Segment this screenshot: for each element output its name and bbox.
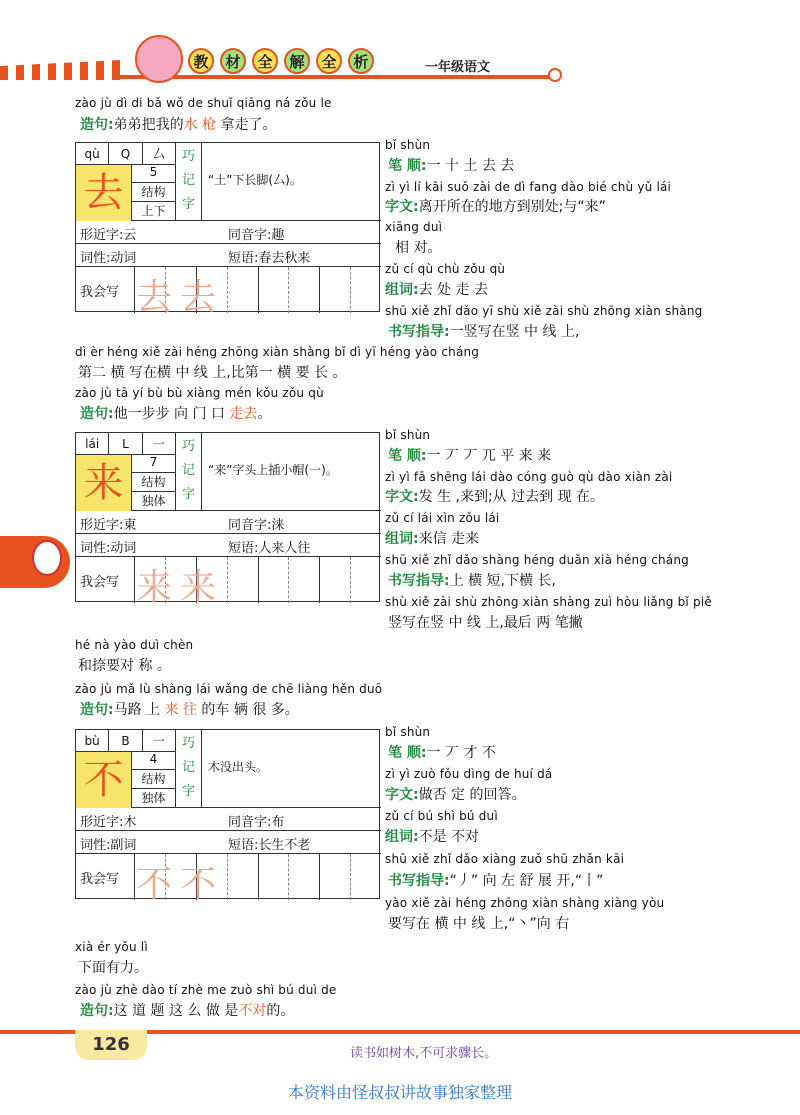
character-card-bu [75,729,380,905]
title-char: 解 [284,48,310,74]
structure-type: 独体 [132,492,176,511]
highlight-word: 来 往 [164,702,197,718]
char-letter: L [109,433,142,454]
meaning-label: 字文: [385,199,419,215]
meaning-value: 做否 定 的回答。 [418,787,526,803]
words-pinyin: zǔ cí qù chù zǒu qù [385,262,506,276]
character-card-lai [75,432,380,608]
writing-label: 我会写 [80,575,120,590]
sentence-pinyin: zào jù tā yí bù bù xiàng mén kǒu zǒu qù [75,386,324,400]
writing-practice [76,557,381,608]
memory-tip: “来”字头上插小帽(一)。 [208,463,338,477]
writing-practice [76,267,381,318]
mascot-icon [135,35,183,83]
sentence-text: 弟弟把我的 [113,117,184,133]
sentence-label: 造句: [80,406,114,422]
similar-row [76,808,381,831]
structure-type: 独体 [132,789,176,808]
writing-guide [388,570,556,590]
header-rule [120,75,560,79]
part-of-speech: 词性:副词 [80,838,137,853]
trace-characters: 去去 [136,277,225,318]
words-label: 组词: [385,829,419,845]
sentence-label: 造句: [80,1003,114,1019]
footer-motto: 读书如树木,不可求骤长。 [350,1046,498,1061]
memory-tip-label [176,143,202,221]
pinyin-cell [76,433,176,455]
header-decoration [0,60,120,80]
guide-value: 下面有力。 [78,960,148,976]
main-character: 来 [76,455,132,511]
sentence-pinyin: zào jù mǎ lù shàng lái wǎng de chē liàng hěn duō [75,682,383,696]
guide-value: 和捺要对 称 。 [78,658,171,674]
words-pinyin: zǔ cí lái xìn zǒu lái [385,511,500,525]
tip-char: 字 [181,487,195,502]
example-sentence [80,699,299,719]
stroke-order-label: 笔 顺: [388,448,427,464]
pos-row [76,244,381,267]
title-char: 析 [348,48,374,74]
meaning-pinyin: zì yì fā shēng lái dào cóng guò qù dào xiàn zài [385,470,673,484]
structure-label: 结构 [132,473,176,492]
tip-char: 记 [181,173,195,188]
sentence-text: 的车 辆 很 多。 [196,702,299,718]
words-label: 组词: [385,282,419,298]
char-pinyin: qù [76,143,109,164]
example-sentence [80,1000,294,1020]
guide-label: 书写指导: [388,873,450,889]
stroke-count: 5 [132,165,176,183]
phrase: 短语:长生不老 [228,838,311,853]
sentence-label: 造句: [80,702,114,718]
words [385,826,479,846]
guide-label: 书写指导: [388,324,450,340]
sentence-label: 造句: [80,117,114,133]
phrase: 短语:人来人往 [228,541,311,556]
sentence-pinyin: zào jù dì di bǎ wǒ de shuǐ qiāng ná zǒu le [75,96,332,110]
character-card-qu [75,142,380,318]
guide-value: 要写在 横 中 线 上,“丶”向 右 [388,916,570,932]
guide-pinyin: shū xiě zhǐ dǎo shàng héng duǎn xià héng cháng [385,553,689,567]
mascot-face-icon [32,540,62,576]
homophone: 同音字:布 [228,815,285,830]
sentence-pinyin: zào jù zhè dào tí zhè me zuò shì bú duì de [75,983,337,997]
stroke-order-label: 笔 顺: [388,745,427,761]
similar-char: 形近字:木 [80,815,137,830]
words [385,528,479,548]
meaning-label: 字文: [385,489,419,505]
tip-char: 巧 [181,439,195,454]
words-pinyin: zǔ cí bú shì bú duì [385,809,498,823]
sentence-text: 。 [257,406,272,422]
guide-pinyin: shū xiě zhǐ dǎo xiàng zuǒ shū zhǎn kāi [385,852,625,866]
meaning [385,486,604,506]
meaning-pinyin: xiāng duì [385,220,443,234]
memory-tip: “土”下长脚(厶)。 [208,173,302,187]
sentence-text: 拿走了。 [216,117,277,133]
stroke-order-pinyin: bǐ shùn [385,428,431,442]
pos-row [76,534,381,557]
guide-pinyin: hé nà yào duì chèn [75,638,194,652]
pinyin-cell [76,143,176,165]
guide-value: 上 横 短,下横 长, [449,573,556,589]
meaning-value: 离开所在的地方到别处;与“来” [418,199,606,215]
writing-guide [388,870,603,890]
example-sentence [80,114,277,134]
similar-char: 形近字:東 [80,518,137,533]
example-sentence [80,403,271,423]
card-header [76,433,381,511]
words [385,279,488,299]
card-header [76,143,381,221]
char-letter: B [109,730,142,751]
writing-label: 我会写 [80,285,120,300]
meaning [385,196,606,216]
sentence-text: 这 道 题 这 么 做 是 [113,1003,239,1019]
guide-label: 书写指导: [388,573,450,589]
guide-pinyin: xià ér yǒu lì [75,940,148,954]
guide-pinyin: shū xiě zhǐ dǎo yī shù xiě zài shù zhōng xiàn shàng [385,304,703,318]
stroke-order [388,742,496,762]
similar-row [76,221,381,244]
stroke-order-value: 一 十 土 去 去 [426,158,515,174]
stroke-count: 7 [132,455,176,473]
pos-row [76,831,381,854]
char-letter: Q [109,143,142,164]
meaning-label: 字文: [385,787,419,803]
grade-label: 一年级语文 [425,60,491,75]
char-pinyin: lái [76,433,109,454]
char-radical: 一 [152,734,165,748]
credit-text: 本资料由怪叔叔讲故事独家整理 [287,1083,512,1102]
phrase: 短语:春去秋来 [228,251,311,266]
stroke-order-value: 一 丆 才 不 [426,745,496,761]
words-value: 来信 走来 [418,531,480,547]
main-character: 去 [76,165,132,221]
stroke-order [388,155,514,175]
pinyin-cell [76,730,176,752]
tip-char: 字 [181,784,195,799]
card-header [76,730,381,808]
sentence-text: 马路 上 [113,702,165,718]
meaning-pinyin: zì yì zuò fǒu dìng de huí dá [385,767,553,781]
guide-pinyin: dì èr héng xiě zài héng zhōng xiàn shàng bǐ dì yī héng yào cháng [75,345,480,359]
part-of-speech: 词性:动词 [80,251,137,266]
tip-char: 字 [181,197,195,212]
guide-value: “丿” 向 左 舒 展 开,“丨” [449,873,604,889]
highlight-word: 水 枪 [183,117,217,133]
structure-type: 上下 [132,202,176,221]
structure-label: 结构 [132,770,176,789]
stroke-order-pinyin: bǐ shùn [385,725,431,739]
homophone: 同音字:涞 [228,518,285,533]
main-character: 不 [76,752,132,808]
guide-value: 一竖写在竖 中 线 上, [449,324,580,340]
trace-characters: 不不 [136,864,225,905]
guide-pinyin: yào xiě zài héng zhōng xiàn shàng xiàng yòu [385,896,665,910]
guide-pinyin: shù xiě zài shù zhōng xiàn shàng zuì hòu liǎng bǐ piě [385,595,712,609]
writing-practice [76,854,381,905]
guide-value: 竖写在竖 中 线 上,最后 两 笔撇 [388,615,583,631]
tip-char: 巧 [181,736,195,751]
part-of-speech: 词性:动词 [80,541,137,556]
sentence-text: 他一步步 向 门 口 [113,406,230,422]
stroke-order [388,445,551,465]
guide-value: 第二 横 写在横 中 线 上,比第一 横 要 长 。 [78,365,347,381]
words-value: 去 处 走 去 [418,282,488,298]
meaning-pinyin: zì yì lí kāi suǒ zài de dì fang dào bié chù yǔ lái [385,180,672,194]
stroke-count: 4 [132,752,176,770]
writing-label: 我会写 [80,872,120,887]
title-char: 全 [316,48,342,74]
title-char: 材 [220,48,246,74]
meaning-value: 相 对。 [395,240,442,256]
structure-label: 结构 [132,183,176,202]
highlight-word: 不对 [238,1003,267,1019]
similar-row [76,511,381,534]
title-char: 教 [188,48,214,74]
book-title [188,48,374,74]
stroke-order-value: 一 丆 丆 兀 平 来 来 [426,448,552,464]
stroke-order-pinyin: bǐ shùn [385,138,431,152]
header-end-icon [548,68,562,82]
memory-tip-label [176,433,202,511]
meaning [385,784,526,804]
title-char: 全 [252,48,278,74]
meaning-value: 发 生 ,来到;从 过去到 现 在。 [418,489,605,505]
sentence-text: 的。 [266,1003,295,1019]
char-radical: 一 [152,437,165,451]
memory-tip: 木没出头。 [208,760,269,774]
memory-tip-label [176,730,202,808]
tip-char: 记 [181,760,195,775]
words-label: 组词: [385,531,419,547]
trace-characters: 来来 [136,567,225,608]
tip-char: 记 [181,463,195,478]
char-pinyin: bù [76,730,109,751]
words-value: 不是 不对 [418,829,480,845]
highlight-word: 走去 [229,406,258,422]
char-radical: 厶 [152,147,165,161]
homophone: 同音字:趣 [228,228,285,243]
similar-char: 形近字:云 [80,228,137,243]
writing-guide [388,321,579,341]
stroke-order-label: 笔 顺: [388,158,427,174]
tip-char: 巧 [181,149,195,164]
page-number: 126 [75,1030,147,1060]
